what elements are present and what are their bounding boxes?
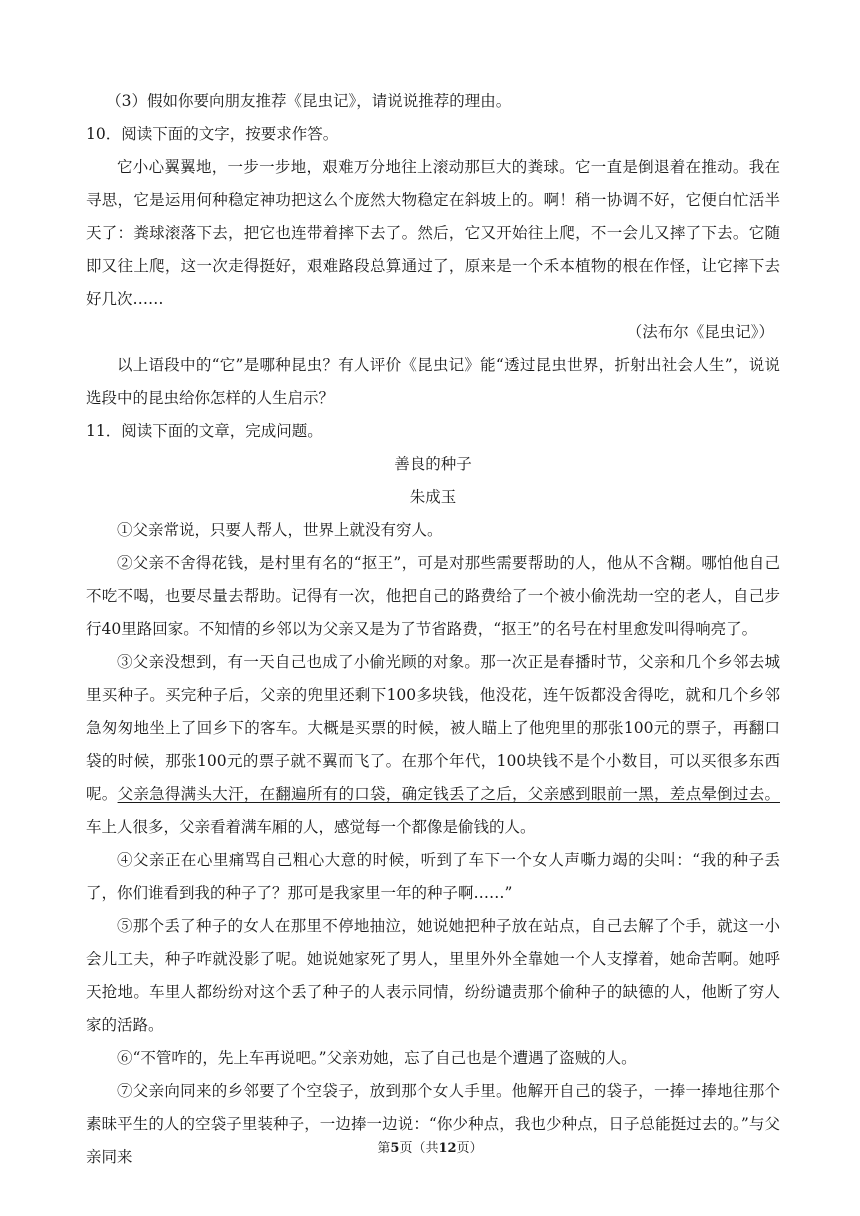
footer-middle: 页（共: [399, 1141, 439, 1156]
page-content: [86, 85, 780, 1174]
underlined-sentence: 父亲急得满头大汗，在翻遍所有的口袋，确定钱丢了之后，父亲感到眼前一黑，差点晕倒过去。: [117, 785, 780, 803]
paragraph-3-text-end: 车上人很多，父亲看着满车厢的人，感觉每一个都像是偷钱的人。: [86, 818, 536, 836]
question-10-prompt: 以上语段中的“它”是哪种昆虫？有人评价《昆虫记》能“透过昆虫世界，折射出社会人生”，说说选段中的昆虫给你怎样的人生启示？: [86, 356, 780, 407]
article-paragraph-5: ⑤那个丢了种子的女人在那里不停地抽泣，她说她把种子放在站点，自己去解了个手，就这一小会儿工夫，种子咋就没影了呢。她说她家死了男人，里里外外全靠她一个人支撑着，她命苦啊。她呼天抢地。车里人都纷纷对这个丢了种子的人表示同情，纷纷谴责那个偷种子的缺德的人，他断了穷人家的活路。: [86, 917, 780, 1034]
question-10-source: （法布尔《昆虫记》）: [626, 323, 774, 341]
article-paragraph-1: ①父亲常说，只要人帮人，世界上就没有穷人。: [117, 521, 443, 539]
article-paragraph-7: ⑦父亲向同来的乡邻要了个空袋子，放到那个女人手里。他解开自己的袋子，一捧一捧地往那个素昧平生的人的空袋子里装种子，一边捧一边说：“你少种点，我也少种点，日子总能挺过去的。”与父亲同来: [86, 1082, 780, 1166]
page-number: 5: [390, 1141, 400, 1156]
paragraph-3-text: ③父亲没想到，有一天自己也成了小偷光顾的对象。那一次正是春播时节，父亲和几个乡邻去城里买种子。买完种子后，父亲的兜里还剩下100多块钱，他没花，连午饭都没舍得吃，就和几个乡邻急匆匆地坐上了回乡下的客车。大概是买票的时候，被人瞄上了他兜里的那张100元的票子，再翻口袋的时候，那张100元的票子就不翼而飞了。在那个年代，100块钱不是个小数目，可以买很多东西呢。: [86, 653, 780, 803]
article-paragraph-2: ②父亲不舍得花钱，是村里有名的“抠王”，可是对那些需要帮助的人，他从不含糊。哪怕他自己不吃不喝，也要尽量去帮助。记得有一次，他把自己的路费给了一个被小偷洗劫一空的老人，自己步行40里路回家。不知情的乡邻以为父亲又是为了节省路费，“抠王”的名号在村里愈发叫得响亮了。: [86, 554, 780, 638]
footer-suffix: 页）: [456, 1141, 483, 1156]
question-10-title: 10．阅读下面的文字，按要求作答。: [86, 125, 339, 143]
article-paragraph-6: ⑥“不管咋的，先上车再说吧。”父亲劝她，忘了自己也是个遭遇了盗贼的人。: [117, 1049, 637, 1067]
page-footer: [0, 1137, 860, 1156]
article-paragraph-3: [86, 646, 780, 844]
article-author: 朱成玉: [409, 488, 457, 506]
article-paragraph-4: ④父亲正在心里痛骂自己粗心大意的时候，听到了车下一个女人声嘶力竭的尖叫：“我的种子丢了，你们谁看到我的种子了？那可是我家里一年的种子啊……”: [86, 851, 780, 902]
question-10-passage: 它小心翼翼地，一步一步地，艰难万分地往上滚动那巨大的粪球。它一直是倒退着在推动。我在寻思，它是运用何种稳定神功把这么个庞然大物稳定在斜坡上的。啊！稍一协调不好，它便白忙活半天了：粪球滚落下去，把它也连带着摔下去了。然后，它又开始往上爬，不一会儿又摔了下去。它随即又往上爬，这一次走得挺好，艰难路段总算通过了，原来是一个禾本植物的根在作怪，让它摔下去好几次……: [86, 158, 780, 308]
question-11-title: 11．阅读下面的文章，完成问题。: [86, 422, 323, 440]
article-title: 善良的种子: [394, 455, 472, 473]
total-pages: 12: [438, 1141, 457, 1156]
footer-prefix: 第: [377, 1141, 391, 1156]
question-9-sub-3: （3）假如你要向朋友推荐《昆虫记》，请说说推荐的理由。: [106, 92, 512, 110]
